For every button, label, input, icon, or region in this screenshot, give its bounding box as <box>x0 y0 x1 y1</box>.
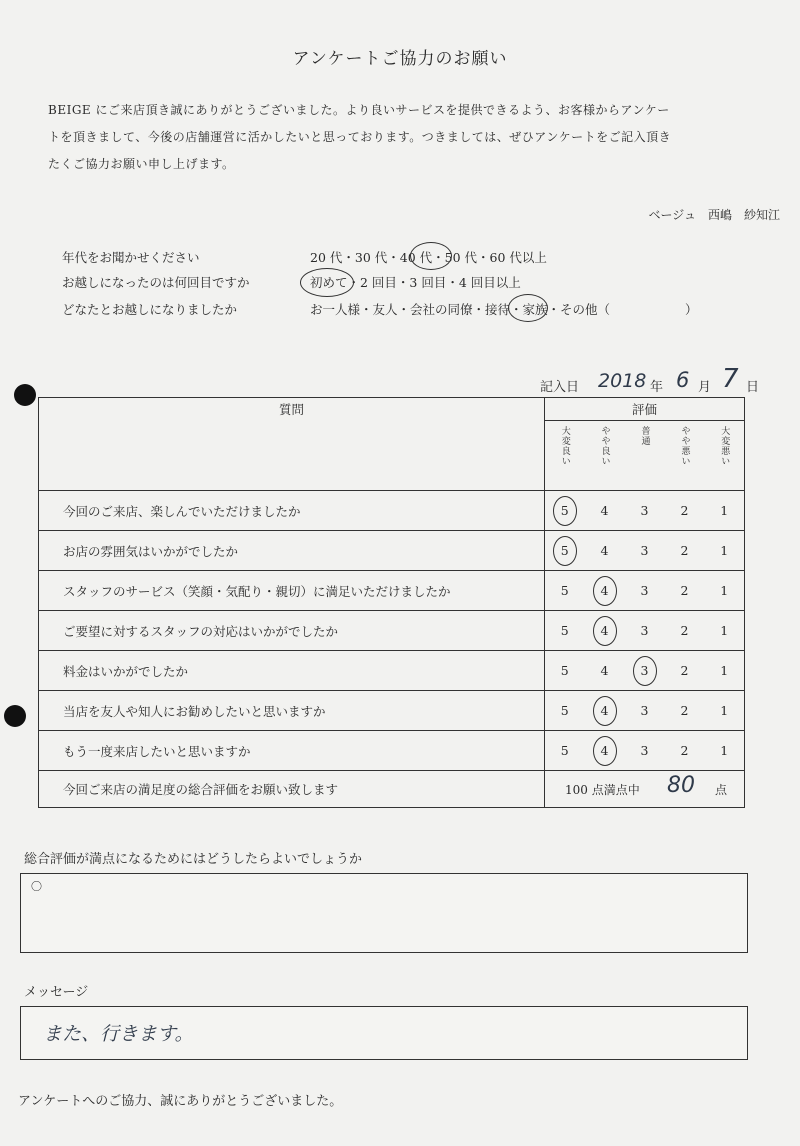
score-option <box>545 611 585 651</box>
score-option <box>545 691 585 731</box>
table-row <box>39 731 745 771</box>
total-score-cell <box>545 771 745 808</box>
score-option <box>625 731 665 771</box>
selected-score-circle <box>593 576 617 606</box>
date-year-unit: 年 <box>650 380 664 395</box>
score-option <box>545 651 585 691</box>
score-option <box>665 491 705 531</box>
message-answer-box <box>20 1006 748 1060</box>
header-question: 質問 <box>39 398 545 421</box>
score-option <box>625 691 665 731</box>
score-value: 2 <box>680 743 689 758</box>
score-value: 2 <box>680 503 689 518</box>
score-option <box>705 651 745 691</box>
selected-score-circle <box>553 536 577 566</box>
score-option <box>705 571 745 611</box>
score-option <box>625 491 665 531</box>
selected-score-circle <box>593 736 617 766</box>
punch-hole <box>14 384 36 406</box>
row-question: スタッフのサービス（笑顔・気配り・親切）に満足いただけましたか <box>39 571 545 611</box>
selected-score-circle <box>593 616 617 646</box>
score-value: 2 <box>680 583 689 598</box>
score-option <box>545 731 585 771</box>
score-value: 5 <box>560 583 569 598</box>
total-unit: 点 <box>715 783 728 797</box>
page-title: アンケートご協力のお願い <box>292 49 508 69</box>
score-value: 1 <box>720 703 729 718</box>
score-option <box>585 651 625 691</box>
total-prefix: 100 点満点中 <box>565 783 640 797</box>
score-option <box>665 531 705 571</box>
score-value: 2 <box>680 543 689 558</box>
signature: ベージュ 西嶋 紗知江 <box>648 208 780 222</box>
score-value: 4 <box>600 743 609 758</box>
selected-score-circle <box>593 696 617 726</box>
row-question: ご要望に対するスタッフの対応はいかがでしたか <box>39 611 545 651</box>
visits-selection-circle <box>300 268 354 297</box>
table-row <box>39 651 745 691</box>
row-question: お店の雰囲気はいかがでしたか <box>39 531 545 571</box>
score-value: 3 <box>640 503 649 518</box>
score-value: 2 <box>680 663 689 678</box>
scale-label: やや悪い <box>679 425 690 466</box>
score-option <box>705 731 745 771</box>
score-value: 3 <box>640 623 649 638</box>
score-option <box>585 491 625 531</box>
score-value: 1 <box>720 743 729 758</box>
scale-label: 普通 <box>639 425 650 446</box>
score-value: 1 <box>720 503 729 518</box>
score-option <box>625 651 665 691</box>
score-value: 1 <box>720 623 729 638</box>
row-question: 料金はいかがでしたか <box>39 651 545 691</box>
profile-question-companion: どなたとお越しになりましたか <box>62 302 238 317</box>
score-option <box>625 611 665 651</box>
score-value: 4 <box>600 503 609 518</box>
header-spacer <box>39 421 545 491</box>
score-value: 5 <box>560 543 569 558</box>
scale-label: 大変良い <box>559 425 570 466</box>
score-value: 3 <box>640 663 649 678</box>
score-value: 1 <box>720 543 729 558</box>
table-row <box>39 691 745 731</box>
date-label: 記入日 <box>540 380 580 395</box>
score-value: 3 <box>640 543 649 558</box>
total-question: 今回ご来店の満足度の総合評価をお願い致します <box>39 771 545 808</box>
profile-options-age: 20 代・30 代・40 代・50 代・60 代以上 <box>310 250 547 265</box>
profile-question-age: 年代をお聞かせください <box>62 250 200 265</box>
date-month: 6 <box>676 368 690 392</box>
score-value: 4 <box>600 663 609 678</box>
score-option <box>705 491 745 531</box>
score-option <box>705 611 745 651</box>
intro-line: BEIGE にご来店頂き誠にありがとうございました。より良いサービスを提供できるよう、お客様からアンケー <box>48 103 670 117</box>
improve-answer-box <box>20 873 748 953</box>
profile-options-companion: お一人様・友人・会社の同僚・接待・家族・その他（ ） <box>310 302 698 317</box>
score-value: 1 <box>720 583 729 598</box>
table-row <box>39 611 745 651</box>
scale-label: やや良い <box>599 425 610 466</box>
improve-label: 総合評価が満点になるためにはどうしたらよいでしょうか <box>24 852 363 867</box>
score-value: 5 <box>560 703 569 718</box>
score-option <box>585 731 625 771</box>
companion-selection-circle <box>508 294 548 322</box>
score-value: 3 <box>640 703 649 718</box>
footer-thanks: アンケートへのご協力、誠にありがとうございました。 <box>18 1094 343 1109</box>
score-value: 4 <box>600 703 609 718</box>
header-rating: 評価 <box>545 398 745 421</box>
score-value: 4 <box>600 543 609 558</box>
intro-line: トを頂きまして、今後の店舗運営に活かしたいと思っております。つきましては、ぜひアンケートをご記入頂き <box>48 130 672 144</box>
row-question: もう一度来店したいと思いますか <box>39 731 545 771</box>
date-year: 2018 <box>598 370 647 392</box>
selected-score-circle <box>633 656 657 686</box>
score-value: 4 <box>600 583 609 598</box>
table-row <box>39 531 745 571</box>
score-option <box>585 571 625 611</box>
score-value: 5 <box>560 743 569 758</box>
score-option <box>625 571 665 611</box>
table-row <box>39 491 745 531</box>
score-value: 3 <box>640 743 649 758</box>
profile-question-visits: お越しになったのは何回目ですか <box>62 275 250 290</box>
score-option <box>665 611 705 651</box>
row-question: 今回のご来店、楽しんでいただけましたか <box>39 491 545 531</box>
intro-line: たくご協力お願い申し上げます。 <box>48 157 235 171</box>
date-day: 7 <box>722 364 739 394</box>
entry-date <box>540 364 770 396</box>
score-option <box>705 691 745 731</box>
score-option <box>545 531 585 571</box>
message-answer: また、行きます。 <box>43 1023 194 1045</box>
score-option <box>665 571 705 611</box>
score-option <box>705 531 745 571</box>
score-option <box>545 491 585 531</box>
score-option <box>665 731 705 771</box>
row-question: 当店を友人や知人にお勧めしたいと思いますか <box>39 691 545 731</box>
intro-text <box>48 97 778 178</box>
score-value: 5 <box>560 623 569 638</box>
selected-score-circle <box>553 496 577 526</box>
score-value: 5 <box>560 663 569 678</box>
score-option <box>585 531 625 571</box>
age-selection-circle <box>410 242 452 270</box>
score-value: 2 <box>680 703 689 718</box>
date-day-unit: 日 <box>746 380 760 395</box>
table-row <box>39 571 745 611</box>
score-option <box>665 651 705 691</box>
score-option <box>625 531 665 571</box>
score-option <box>585 611 625 651</box>
scale-label: 大変悪い <box>719 425 730 466</box>
punch-hole <box>4 705 26 727</box>
score-value: 2 <box>680 623 689 638</box>
message-label: メッセージ <box>24 985 89 1000</box>
date-month-unit: 月 <box>698 380 712 395</box>
score-value: 1 <box>720 663 729 678</box>
score-option <box>665 691 705 731</box>
score-value: 3 <box>640 583 649 598</box>
score-value: 4 <box>600 623 609 638</box>
profile-options-visits: 初めて・2 回目・3 回目・4 回目以上 <box>310 275 521 290</box>
total-value: 80 <box>667 773 695 798</box>
improve-answer: 〇 <box>31 880 42 893</box>
survey-table <box>38 397 745 808</box>
score-option <box>545 571 585 611</box>
score-value: 5 <box>560 503 569 518</box>
score-option <box>585 691 625 731</box>
